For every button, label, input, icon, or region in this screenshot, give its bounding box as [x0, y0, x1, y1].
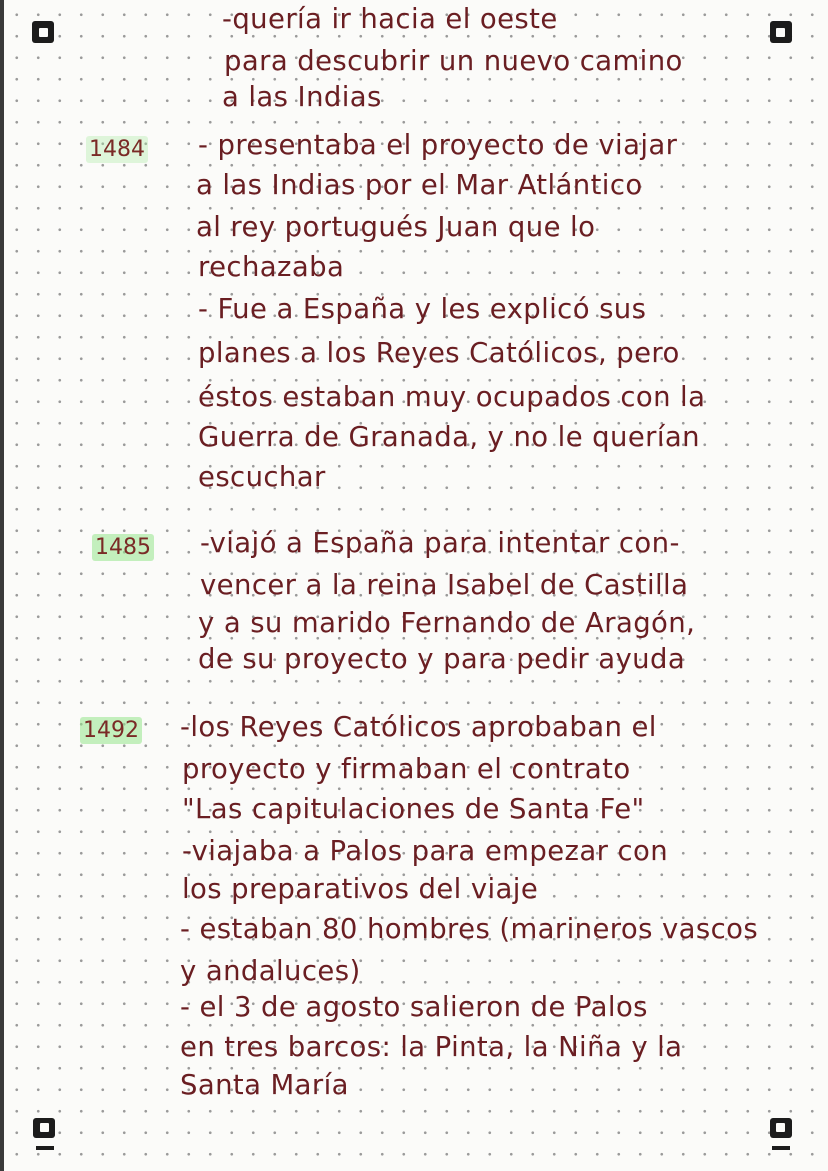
note-line: Guerra de Granada, y no le querían [198, 421, 700, 453]
note-line: -los Reyes Católicos aprobaban el [180, 711, 657, 743]
note-line: -viajaba a Palos para empezar con [182, 835, 669, 867]
note-line: "Las capitulaciones de Santa Fe" [182, 793, 645, 825]
scan-marker-top-left-icon [32, 21, 54, 43]
note-line: éstos estaban muy ocupados con la [198, 381, 706, 413]
year-label: 1485 [92, 534, 154, 561]
year-label: 1484 [86, 136, 148, 163]
scan-marker-bottom-left-bar [36, 1146, 54, 1150]
note-line: para descubrir un nuevo camino [224, 45, 683, 77]
note-line: - el 3 de agosto salieron de Palos [180, 991, 648, 1023]
note-line: -viajó a España para intentar con- [200, 527, 680, 559]
note-line: -quería ir hacia el oeste [222, 3, 558, 35]
year-label: 1492 [80, 717, 142, 744]
note-line: rechazaba [198, 251, 345, 283]
note-line: escuchar [198, 461, 326, 493]
scan-marker-bottom-left-icon [33, 1118, 55, 1138]
scan-marker-bottom-right-icon [770, 1118, 792, 1138]
scan-marker-top-right-icon [770, 21, 792, 43]
note-line: proyecto y firmaban el contrato [182, 753, 631, 785]
note-line: a las Indias por el Mar Atlántico [196, 169, 643, 201]
note-line: Santa María [180, 1069, 349, 1101]
scan-marker-bottom-right-bar [772, 1146, 790, 1150]
note-line: vencer a la reina Isabel de Castilla [200, 569, 689, 601]
note-line: - estaban 80 hombres (marineros vascos [180, 913, 759, 945]
note-line: los preparativos del viaje [182, 873, 539, 905]
page-edge [0, 0, 4, 1171]
note-line: en tres barcos: la Pinta, la Niña y la [180, 1031, 683, 1063]
note-line: y andaluces) [180, 955, 361, 987]
note-line: de su proyecto y para pedir ayuda [198, 643, 686, 675]
note-line: planes a los Reyes Católicos, pero [198, 337, 680, 369]
note-line: - presentaba el proyecto de viajar [198, 129, 678, 161]
note-line: y a su marido Fernando de Aragón, [198, 607, 696, 639]
note-line: a las Indias [222, 81, 382, 113]
note-line: al rey portugués Juan que lo [196, 211, 596, 243]
note-line: - Fue a España y les explicó sus [198, 293, 647, 325]
